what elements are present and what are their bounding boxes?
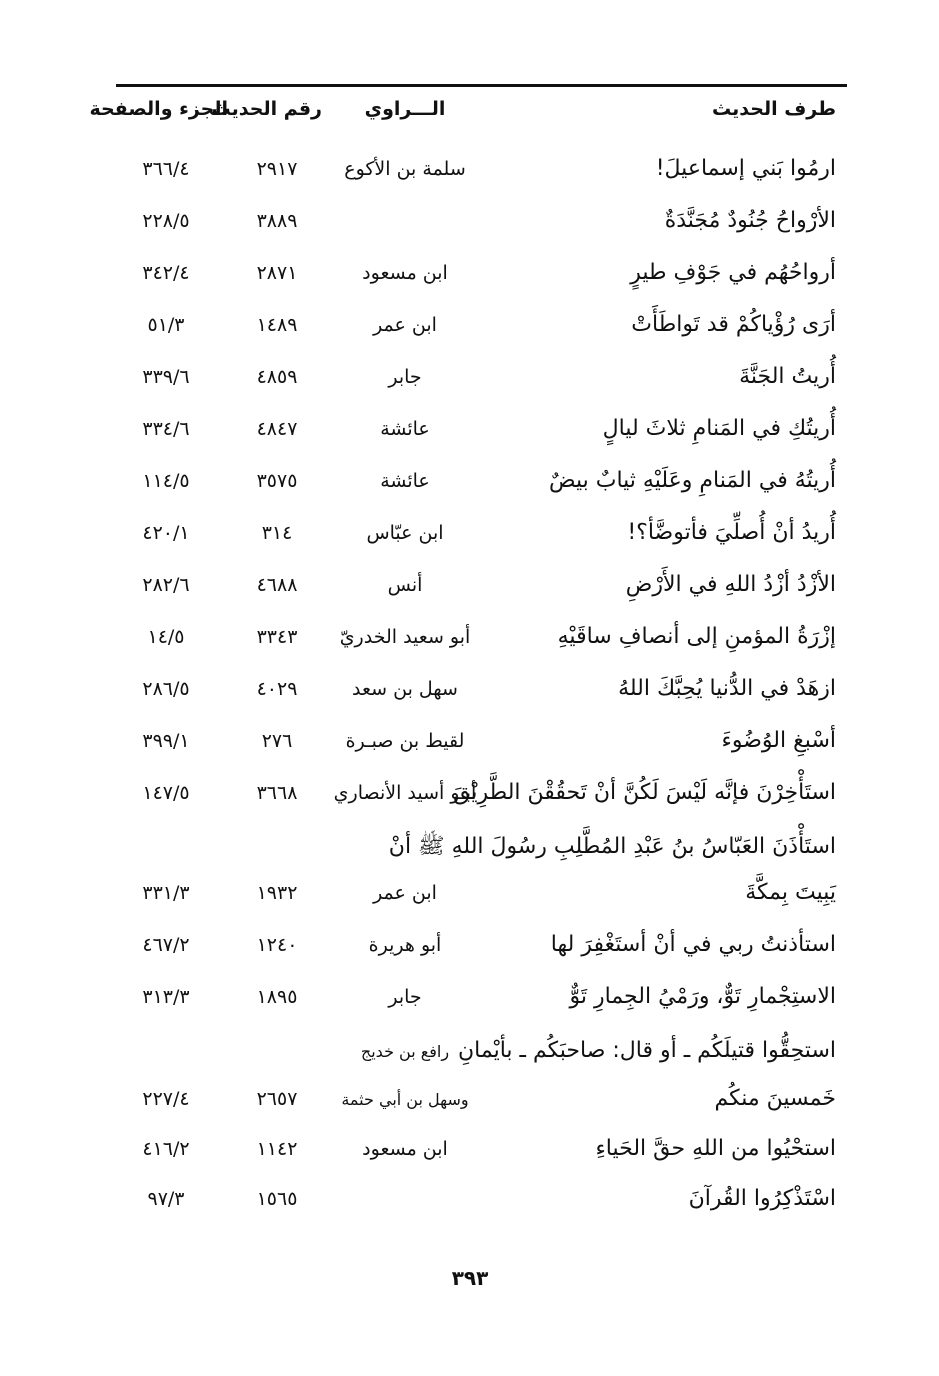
hadith-text: أرواحُهُم في جَوْفِ طيرٍ — [630, 260, 836, 285]
hadith-number: ١٩٣٢ — [256, 882, 298, 904]
narrator: ابن مسعود — [362, 262, 448, 284]
hadith-number: ٢٨٧١ — [256, 262, 298, 284]
volume-page: ٣٣٩/٦ — [142, 366, 190, 388]
hadith-number: ٤٦٨٨ — [256, 574, 298, 596]
table-row — [0, 516, 939, 556]
hadith-number: ٤٨٥٩ — [256, 366, 298, 388]
narrator: أبـو أسيد الأنصاري — [333, 782, 477, 804]
page-number: ٣٩٣ — [451, 1266, 489, 1290]
hadith-number: ٢٧٦ — [261, 730, 293, 752]
hadith-number: ٣٣٤٣ — [256, 626, 298, 648]
table-row — [0, 568, 939, 608]
table-row — [0, 776, 939, 816]
volume-page: ٢٨٢/٦ — [142, 574, 190, 596]
table-row — [0, 980, 939, 1020]
hadith-text: الاستِجْمارِ تَوٌّ، ورَمْيُ الجِمارِ تَوٌّ — [569, 984, 836, 1009]
volume-page: ٣٣١/٣ — [142, 882, 190, 904]
narrator: أنس — [387, 574, 423, 596]
narrator: ابن عمر — [373, 314, 437, 336]
hadith-number: ٤٨٤٧ — [256, 418, 298, 440]
volume-page: ١٤٧/٥ — [142, 782, 190, 804]
hadith-text: أُريتُ الجَنَّةَ — [739, 364, 836, 389]
volume-page: ٣٤٢/٤ — [142, 262, 190, 284]
hadith-text: أُريتُهُ في المَنامِ وعَلَيْهِ ثيابٌ بيضٌ — [549, 468, 836, 493]
volume-page: ٢٢٧/٤ — [142, 1088, 190, 1110]
table-row — [0, 1082, 939, 1122]
hadith-text: يَبِيتَ بِمكَّةَ — [745, 880, 836, 905]
table-row — [0, 464, 939, 504]
volume-page: ٤٦٧/٢ — [142, 934, 190, 956]
hadith-text: استحِقُّوا قتيلَكُم ـ أو قال: صاحبَكُم ـ بأيْمانِ — [458, 1038, 836, 1063]
hadith-number: ٢٩١٧ — [256, 158, 298, 180]
hadith-number: ١٨٩٥ — [256, 986, 298, 1008]
hadith-text: استَأْخِرْنَ فإنَّه لَيْسَ لَكُنَّ أنْ تَحقُقْنَ الطَّرِيْقَ — [453, 780, 836, 805]
narrator: سهل بن سعد — [352, 678, 458, 700]
volume-page: ٤١٦/٢ — [142, 1138, 190, 1160]
hadith-number: ٣٨٨٩ — [256, 210, 298, 232]
hadith-number: ٤٠٢٩ — [256, 678, 298, 700]
hadith-number: ١٢٤٠ — [256, 934, 298, 956]
table-row — [0, 830, 939, 870]
hadith-number: ٣١٤ — [261, 522, 293, 544]
header-number: رقم الحديث — [211, 98, 322, 120]
narrator: أبو هريرة — [368, 934, 442, 956]
hadith-text: أُريتُكِ في المَنامِ ثلاثَ ليالٍ — [602, 416, 836, 441]
narrator: عائشة — [380, 470, 430, 492]
hadith-text: اسْتَذْكِرُوا القُرآنَ — [688, 1186, 836, 1211]
narrator: سلمة بن الأكوع — [344, 158, 466, 180]
table-row — [0, 724, 939, 764]
narrator: ابن عبّاس — [366, 522, 444, 544]
top-rule — [116, 84, 847, 87]
header-hadith: طرف الحديث — [712, 98, 836, 120]
table-row — [0, 256, 939, 296]
hadith-number: ٢٦٥٧ — [256, 1088, 298, 1110]
volume-page: ٣١٣/٣ — [142, 986, 190, 1008]
volume-page: ٥١/٣ — [147, 314, 185, 336]
hadith-text: أرَى رُؤْياكُمْ قد تَواطَأَتْ — [631, 312, 836, 337]
table-row — [0, 928, 939, 968]
volume-page: ١١٤/٥ — [142, 470, 190, 492]
table-row — [0, 620, 939, 660]
narrator: لقيط بن صبـرة — [345, 730, 465, 752]
volume-page: ٣٩٩/١ — [142, 730, 190, 752]
table-row — [0, 308, 939, 348]
hadith-number: ١٥٦٥ — [256, 1188, 298, 1210]
volume-page: ٤٢٠/١ — [142, 522, 190, 544]
hadith-text: ازهَدْ في الدُّنيا يُحِبَّكَ اللهُ — [618, 676, 836, 701]
table-row — [0, 1182, 939, 1222]
hadith-text: الأزْدُ أزْدُ اللهِ في الأَرْضِ — [625, 572, 836, 597]
hadith-number: ١١٤٢ — [256, 1138, 298, 1160]
hadith-text: إزْرَةُ المؤمنِ إلى أنصافِ ساقَيْهِ — [557, 624, 836, 649]
hadith-text: ارمُوا بَني إسماعيلَ! — [655, 156, 836, 181]
table-row — [0, 360, 939, 400]
narrator: وسهل بن أبي حثمة — [341, 1090, 469, 1109]
narrator: ابن عمر — [373, 882, 437, 904]
narrator: جابر — [388, 986, 422, 1008]
header-narrator: الـــراوي — [364, 98, 446, 120]
narrator: عائشة — [380, 418, 430, 440]
volume-page: ٣٣٤/٦ — [142, 418, 190, 440]
hadith-text: الأرْواحُ جُنُودٌ مُجَنَّدَةٌ — [664, 208, 836, 233]
hadith-text: أُريدُ أنْ أُصلِّيَ فأتوضَّأ؟! — [627, 520, 836, 545]
table-row — [0, 672, 939, 712]
hadith-text: استَأْذَنَ العَبّاسُ بنُ عَبْدِ المُطَّلِبِ رسُولَ اللهِ ﷺ أنْ — [388, 834, 836, 859]
narrator: رافع بن خديج — [360, 1042, 450, 1061]
volume-page: ٢٨٦/٥ — [142, 678, 190, 700]
table-row — [0, 204, 939, 244]
header-volume-page: الجزء والصفحة — [89, 98, 228, 120]
table-row — [0, 1034, 939, 1074]
table-header — [0, 96, 939, 130]
hadith-number: ٣٥٧٥ — [256, 470, 298, 492]
table-row — [0, 1132, 939, 1172]
hadith-text: أسْبغِ الوُضُوءَ — [721, 728, 836, 753]
hadith-text: استحْيُوا من اللهِ حقَّ الحَياءِ — [595, 1136, 836, 1161]
narrator: جابر — [388, 366, 422, 388]
table-row — [0, 876, 939, 916]
narrator: ابن مسعود — [362, 1138, 448, 1160]
hadith-text: خَمسينَ منكُم — [714, 1086, 836, 1111]
table-row — [0, 152, 939, 192]
volume-page: ١٤/٥ — [147, 626, 185, 648]
narrator: أبو سعيد الخدريّ — [339, 626, 471, 648]
volume-page: ٢٢٨/٥ — [142, 210, 190, 232]
table-row — [0, 412, 939, 452]
volume-page: ٣٦٦/٤ — [142, 158, 190, 180]
hadith-number: ١٤٨٩ — [256, 314, 298, 336]
hadith-number: ٣٦٦٨ — [256, 782, 298, 804]
volume-page: ٩٧/٣ — [147, 1188, 185, 1210]
hadith-text: استأذنتُ ربي في أنْ أستَغْفِرَ لها — [550, 932, 836, 957]
